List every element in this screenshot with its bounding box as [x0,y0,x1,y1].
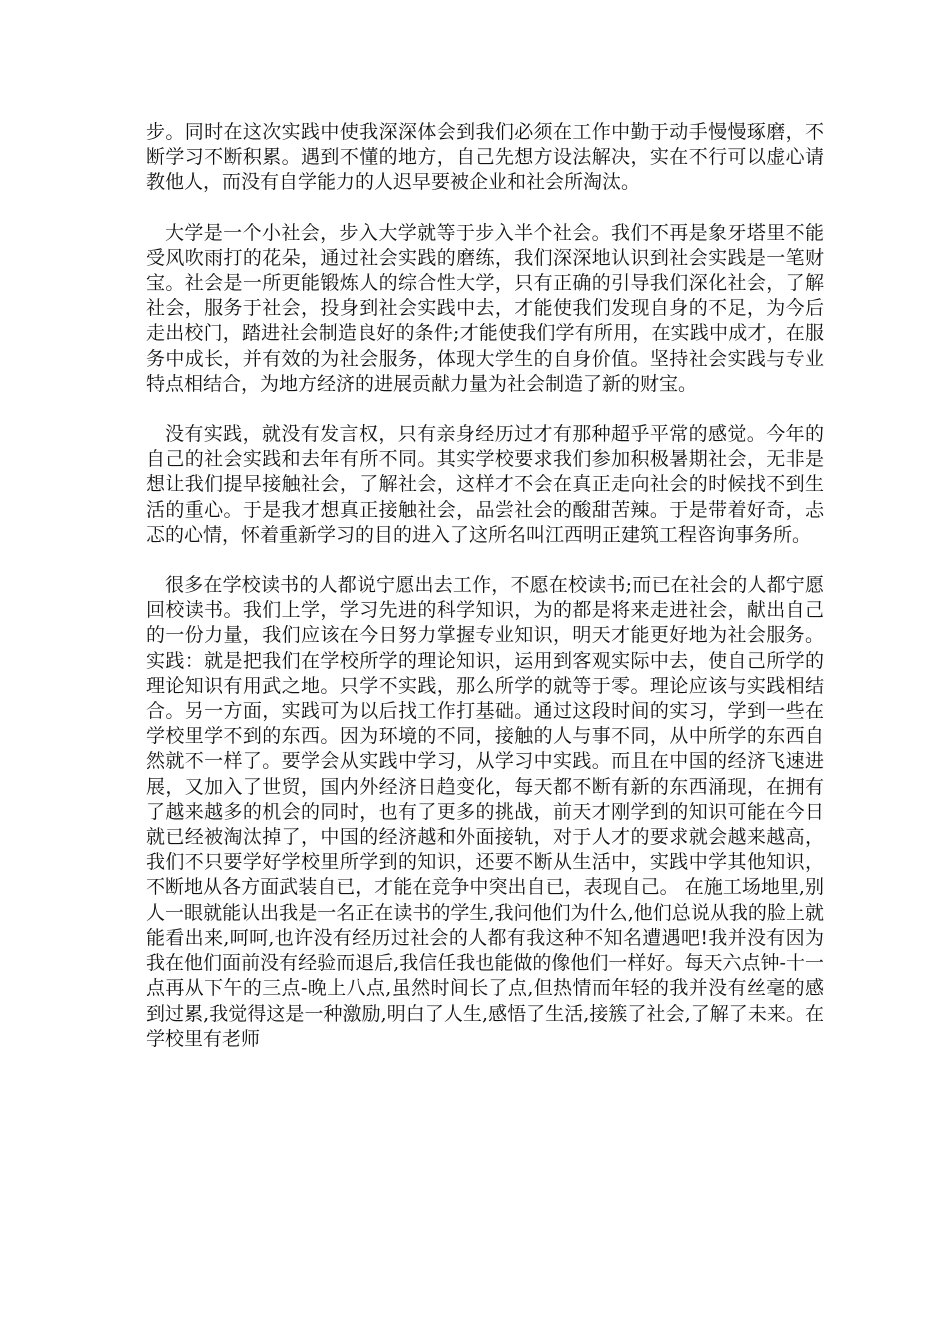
paragraph-study-vs-work: 很多在学校读书的人都说宁愿出去工作，不愿在校读书;而已在社会的人都宁愿回校读书。我们上学，学习先进的科学知识，为的都是将来走进社会，献出自己的一份力量，我们应该在今日努力掌握专业知识，明天才能更好地为社会服务。实践：就是把我们在学校所学的理论知识，运用到客观实际中去，使自己所学的理论知识有用武之地。只学不实践，那么所学的就等于零。理论应该与实践相结合。另一方面，实践可为以后找工作打基础。通过这段时间的实习，学到一些在学校里学不到的东西。因为环境的不同，接触的人与事不同，从中所学的东西自然就不一样了。要学会从实践中学习，从学习中实践。而且在中国的经济飞速进展，又加入了世贸，国内外经济日趋变化，每天都不断有新的东西涌现，在拥有了越来越多的机会的同时，也有了更多的挑战，前天才刚学到的知识可能在今日就已经被淘汰掉了，中国的经济越和外面接轨，对于人才的要求就会越来越高，我们不只要学好学校里所学到的知识，还要不断从生活中，实践中学其他知识，不断地从各方面武装自已，才能在竞争中突出自已，表现自己。 在施工场地里,别人一眼就能认出我是一名正在读书的学生,我问他们为什么,他们总说从我的脸上就能看出来,呵呵,也许没有经历过社会的人都有我这种不知名遭遇吧!我并没有因为我在他们面前没有经验而退后,我信任我也能做的像他们一样好。每天六点钟-十一点再从下午的三点-晚上八点,虽然时间长了点,但热情而年轻的我并没有丝毫的感到过累,我觉得这是一种激励,明白了人生,感悟了生活,接簇了社会,了解了未来。在学校里有老师 [146,574,824,1050]
paragraph-no-practice: 没有实践，就没有发言权，只有亲身经历过才有那种超乎平常的感觉。今年的自己的社会实践和去年有所不同。其实学校要求我们参加积极暑期社会，无非是想让我们提早接触社会，了解社会，这样才不会在真正走向社会的时候找不到生活的重心。于是我才想真正接触社会，品尝社会的酸甜苦辣。于是带着好奇，忐忑的心情，怀着重新学习的目的进入了这所名叫江西明正建筑工程咨询事务所。 [146,423,824,546]
document-body [146,120,824,1077]
paragraph-university-society: 大学是一个小社会，步入大学就等于步入半个社会。我们不再是象牙塔里不能受风吹雨打的花朵，通过社会实践的磨练，我们深深地认识到社会实践是一笔财宝。社会是一所更能锻炼人的综合性大学，只有正确的引导我们深化社会，了解社会，服务于社会，投身到社会实践中去，才能使我们发现自身的不足，为今后走出校门，踏进社会制造良好的条件;才能使我们学有所用，在实践中成才，在服务中成长，并有效的为社会服务，体现大学生的自身价值。坚持社会实践与专业特点相结合，为地方经济的进展贡献力量为社会制造了新的财宝。 [146,221,824,395]
paragraph-continuation: 步。同时在这次实践中使我深深体会到我们必须在工作中勤于动手慢慢琢磨，不断学习不断积累。遇到不懂的地方，自己先想方设法解决，实在不行可以虚心请教他人，而没有自学能力的人迟早要被企业和社会所淘汰。 [146,121,824,194]
